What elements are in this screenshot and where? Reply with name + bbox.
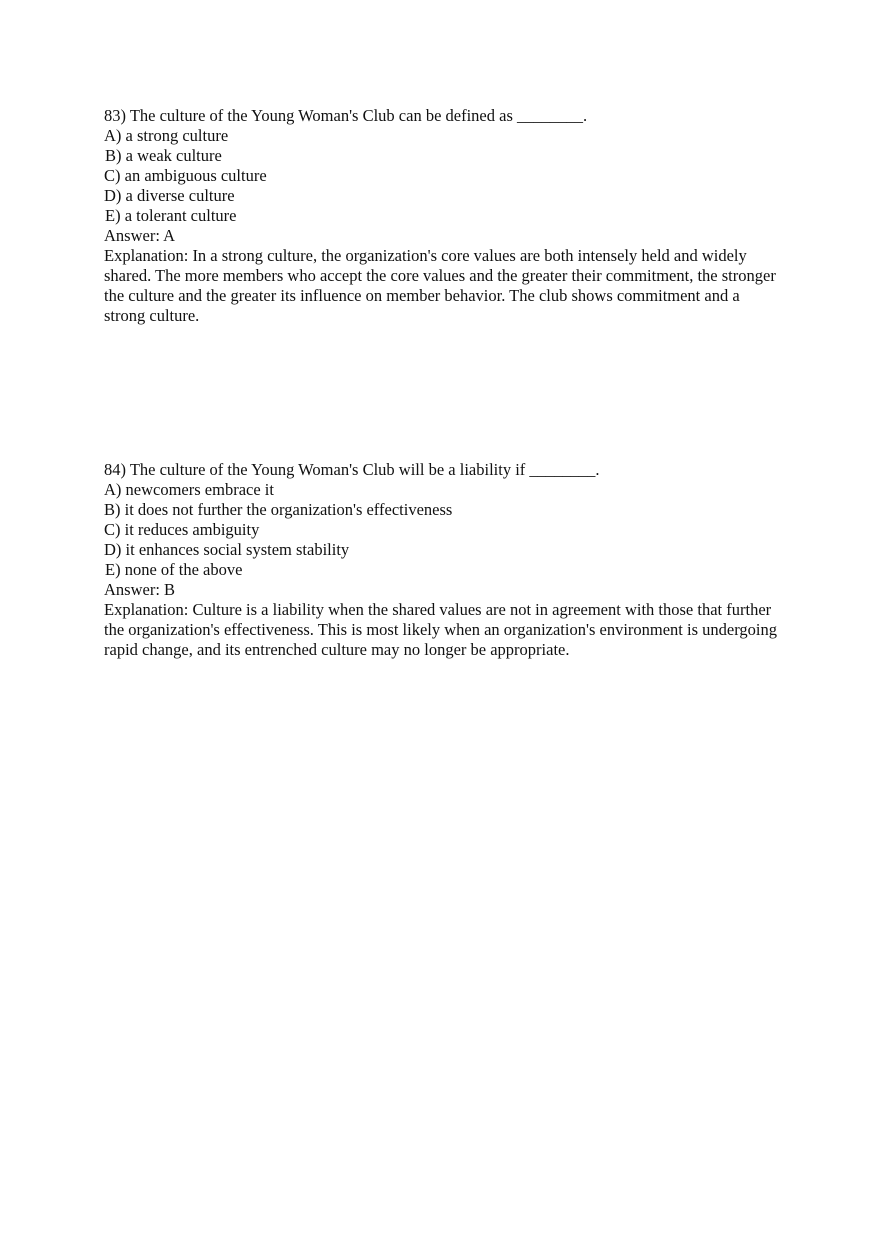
- question-stem: 84) The culture of the Young Woman's Club will be a liability if ________.: [104, 460, 600, 479]
- question-83: [104, 106, 794, 326]
- option-e: E) none of the above: [105, 560, 243, 579]
- option-c: C) an ambiguous culture: [104, 166, 267, 185]
- option-a: A) a strong culture: [104, 126, 229, 145]
- option-b: B) a weak culture: [105, 146, 222, 165]
- option-e: E) a tolerant culture: [105, 206, 237, 225]
- explanation: Explanation: In a strong culture, the organization's core values are both intensely held and widely shared. The more members who accept the core values and the greater their commitment, the stronger the culture and the greater its influence on member behavior. The club shows commitment and a strong culture.: [104, 246, 776, 325]
- option-c: C) it reduces ambiguity: [104, 520, 260, 539]
- option-d: D) a diverse culture: [104, 186, 235, 205]
- answer: Answer: B: [104, 580, 176, 599]
- answer: Answer: A: [104, 226, 176, 245]
- option-b: B) it does not further the organization's effectiveness: [104, 500, 453, 519]
- question-stem: 83) The culture of the Young Woman's Club can be defined as ________.: [104, 106, 588, 125]
- option-a: A) newcomers embrace it: [104, 480, 274, 499]
- option-d: D) it enhances social system stability: [104, 540, 350, 559]
- explanation: Explanation: Culture is a liability when the shared values are not in agreement with those that further the organization's effectiveness. This is most likely when an organization's environment is undergoing rapid change, and its entrenched culture may no longer be appropriate.: [104, 600, 778, 659]
- question-84: [104, 460, 794, 660]
